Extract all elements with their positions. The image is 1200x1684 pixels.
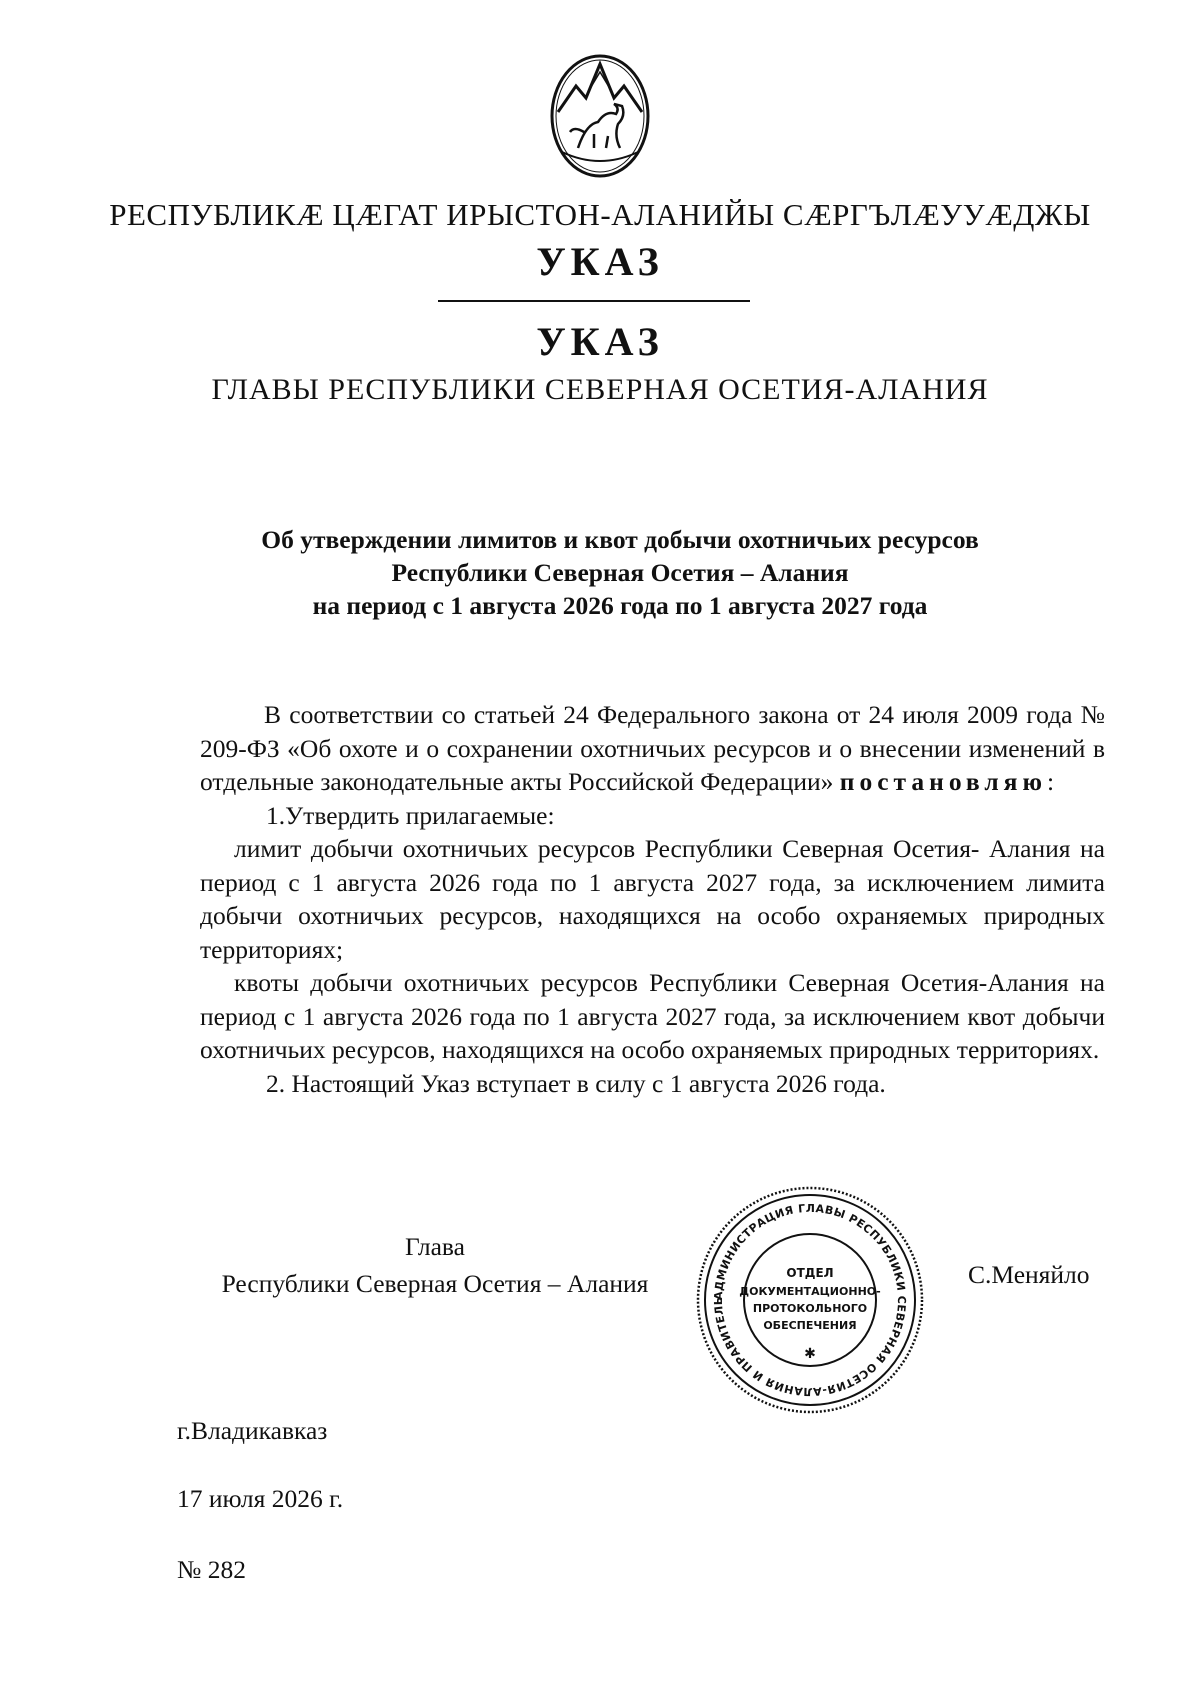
decree-title	[200, 523, 1040, 622]
item1-limit-paragraph: лимит добычи охотничьих ресурсов Республики Северная Осетия- Алания на период с 1 августа 2026 года по 1 августа 2027 года, за исключением лимита добычи охотничьих ресурсов, находящихся на особо охраняемых природных территориях;	[200, 834, 1105, 964]
stamp-outer-text: АДМИНИСТРАЦИЯ ГЛАВЫ РЕСПУБЛИКИ СЕВЕРНАЯ ОСЕТИЯ-АЛАНИЯ И ПРАВИТЕЛЬ	[711, 1201, 909, 1399]
signatory-title-line: Республики Северная Осетия – Алания	[221, 1269, 649, 1298]
stamp-line: ОТДЕЛ	[786, 1266, 834, 1280]
decree-body	[200, 698, 1105, 1100]
coat-of-arms-emblem-icon	[548, 52, 652, 180]
stamp-line: ДОКУМЕНТАЦИОННО-	[739, 1285, 881, 1298]
preamble-end: :	[1046, 767, 1055, 796]
decree-title-line: Республики Северная Осетия – Алания	[391, 558, 849, 587]
item1-quota-paragraph: квоты добычи охотничьих ресурсов Республики Северная Осетия-Алания на период с 1 августа 2026 года по 1 августа 2027 года, за исключением квот добычи охотничьих ресурсов, находящихся на особо охраняемых природных территориях.	[200, 968, 1105, 1064]
ossetian-header: РЕСПУБЛИКӔ ЦӔГАТ ИРЫСТОН-АЛАНИЙЫ СӔРГЪЛӔУУӔДЖЫ	[109, 197, 1091, 232]
item1-heading: 1.Утвердить прилагаемые:	[266, 800, 555, 830]
russian-header: ГЛАВЫ РЕСПУБЛИКИ СЕВЕРНАЯ ОСЕТИЯ-АЛАНИЯ	[211, 373, 989, 406]
decree-date: 17 июля 2026 г.	[177, 1484, 344, 1513]
stamp-line: ПРОТОКОЛЬНОГО	[752, 1302, 868, 1315]
preamble-paragraph	[200, 698, 1105, 799]
stamp-star-icon: ✱	[804, 1346, 816, 1362]
stamp-line: ОБЕСПЕЧЕНИЯ	[763, 1319, 857, 1332]
header-divider	[438, 300, 750, 302]
signatory-title	[200, 1228, 670, 1302]
signatory-name: С.Меняйло	[968, 1260, 1090, 1289]
decree-number: № 282	[177, 1555, 246, 1584]
ukaz-heading-russian: УКАЗ	[536, 319, 664, 364]
preamble-text: В соответствии со статьей 24 Федерального закона от 24 июля 2009 года № 209-ФЗ «Об охоте и о сохранении охотничьих ресурсов и о внесении изменений в отдельные законодательные акты Российской Федерации»	[200, 700, 1105, 796]
decree-word: постановляю	[839, 767, 1047, 796]
city: г.Владикавказ	[177, 1416, 328, 1445]
decree-title-line: на период с 1 августа 2026 года по 1 августа 2027 года	[312, 591, 928, 620]
decree-title-line: Об утверждении лимитов и квот добычи охотничьих ресурсов	[261, 525, 979, 554]
official-stamp	[690, 1180, 930, 1420]
signatory-title-line: Глава	[405, 1232, 465, 1261]
ukaz-heading-ossetian: УКАЗ	[536, 239, 664, 284]
item2-paragraph: 2. Настоящий Указ вступает в силу с 1 августа 2026 года.	[266, 1068, 886, 1098]
